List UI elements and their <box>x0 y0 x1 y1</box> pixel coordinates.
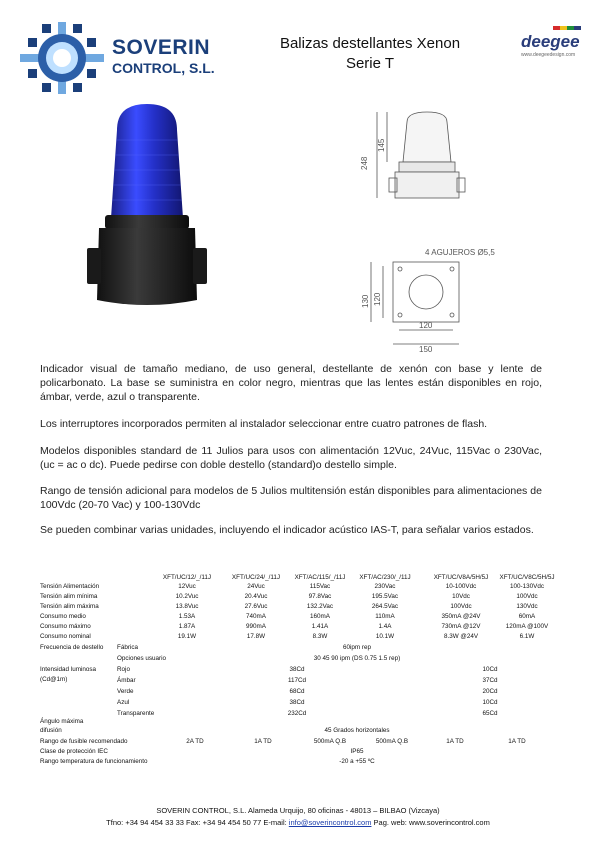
footer-email-link[interactable]: info@soverincontrol.com <box>288 818 372 827</box>
table-cell: 97.8Vac <box>308 593 332 600</box>
table-cell: 10Vdc <box>452 593 470 600</box>
table-cell: 350mA @24V <box>441 613 481 620</box>
color-label: Transparente <box>117 710 155 717</box>
table-cell: 30 45 90 ipm (DS 0.75 1.5 rep) <box>313 655 401 662</box>
partner-url: www.deegeedesign.com <box>521 52 576 58</box>
dim-height-total: 248 <box>360 156 369 170</box>
table-cell: 990mA <box>246 623 266 630</box>
table-cell: 65Cd <box>482 710 498 717</box>
combination-paragraph: Se pueden combinar varias unidades, incluyendo el indicador acústico IAS-T, para señalar varios estados. <box>40 524 534 536</box>
brand-name: SOVERIN <box>112 36 211 59</box>
table-cell: IP65 <box>350 748 364 755</box>
table-cell: 19.1W <box>177 633 197 640</box>
table-cell: 132.2Vac <box>306 603 334 610</box>
color-label: Rojo <box>117 666 130 673</box>
page-title <box>225 34 515 74</box>
title-line-2: Serie T <box>345 55 395 72</box>
row-label: Consumo máximo <box>40 623 91 630</box>
model-header: XFT/AC/230/_/11J <box>359 574 411 581</box>
table-cell: 500mA Q.B <box>375 738 409 745</box>
row-label-unit: (Cd@1m) <box>40 676 68 683</box>
technical-drawing <box>355 100 495 355</box>
table-cell: 2A TD <box>186 738 204 745</box>
table-cell: 6.1W <box>519 633 535 640</box>
color-label: Azul <box>117 699 130 706</box>
table-cell: 8.3W <box>312 633 328 640</box>
table-cell: 10Cd <box>482 666 498 673</box>
table-cell: 110mA <box>375 613 395 620</box>
color-label: Verde <box>117 688 134 695</box>
table-cell: 740mA <box>246 613 266 620</box>
table-cell: 20.4Vuc <box>244 593 268 600</box>
footer-web: Pag. web: www.soverincontrol.com <box>371 818 490 827</box>
table-cell: 100-130Vdc <box>510 583 544 590</box>
table-cell: 232Cd <box>287 710 307 717</box>
table-cell: 264.5Vac <box>371 603 399 610</box>
row-label: Ángulo máxima <box>40 718 84 725</box>
model-header: XFT/UC/24/_/11J <box>231 574 281 581</box>
table-cell: 12Vuc <box>178 583 196 590</box>
table-cell: 27.6Vuc <box>244 603 268 610</box>
table-cell: 13.8Vuc <box>175 603 199 610</box>
dim-base-inner: 120 <box>373 292 382 306</box>
footer-contact <box>0 818 596 827</box>
table-cell: 60ipm rep <box>342 644 372 651</box>
table-cell: 100Vdc <box>516 593 538 600</box>
table-cell: 38Cd <box>289 699 305 706</box>
table-cell: 38Cd <box>289 666 305 673</box>
table-cell: 1.41A <box>311 623 329 630</box>
row-sublabel: Opciones usuario <box>117 655 167 662</box>
table-cell: 160mA <box>310 613 330 620</box>
table-cell: 1.87A <box>178 623 196 630</box>
table-cell: 10.1W <box>375 633 395 640</box>
table-cell: 500mA Q.B <box>313 738 347 745</box>
table-cell: 117Cd <box>287 677 307 684</box>
row-label: Frecuencia de destello <box>40 644 104 651</box>
table-cell: 1A TD <box>254 738 272 745</box>
table-cell: 1.4A <box>378 623 392 630</box>
row-label: Tensión alim máxima <box>40 603 99 610</box>
model-header: XFT/UC/V8A/5H/5J <box>433 574 489 581</box>
table-cell: 1A TD <box>508 738 526 745</box>
table-cell: 37Cd <box>482 677 498 684</box>
switches-paragraph: Los interruptores incorporados permiten al instalador seleccionar entre cuatro patrones de flash. <box>40 418 488 430</box>
model-header: XFT/UC/12/_/11J <box>162 574 212 581</box>
table-cell: 68Cd <box>289 688 305 695</box>
table-cell: -20 a +55 ºC <box>339 758 375 765</box>
table-cell: 130Vdc <box>516 603 538 610</box>
footer-phones: Tfno: +34 94 454 33 33 Fax: +34 94 454 50 77 E-mail: <box>106 818 289 827</box>
brand-subtitle: CONTROL, S.L. <box>112 60 215 76</box>
description-paragraph: Indicador visual de tamaño mediano, de uso general, destellante de xenón con base y lente de policarbonato. La base se suministra en color negro, mientras que las lentes están disponibles en rojo, ámbar, verde, azul o transparente. <box>40 363 542 403</box>
title-line-1: Balizas destellantes Xenon <box>279 35 461 52</box>
table-cell: 17.8W <box>246 633 266 640</box>
partner-logo-text: deegee <box>521 32 580 51</box>
table-cell: 1A TD <box>446 738 464 745</box>
models-paragraph: Modelos disponibles standard de 11 Julios para usos con alimentación 12Vuc, 24Vuc, 115Vac o 230Vac, (uc = ac o dc). Puede pedirse con doble destello (standard)o destello simple. <box>40 445 542 471</box>
table-cell: 10Cd <box>482 699 498 706</box>
holes-label: 4 AGUJEROS Ø5,5 <box>425 248 495 257</box>
row-label: Rango de fusible recomendado <box>40 738 128 745</box>
dim-base-outer: 130 <box>361 294 370 308</box>
table-cell: 60mA <box>518 613 536 620</box>
color-label: Ámbar <box>117 677 136 684</box>
table-cell: 8.3W @24V <box>443 633 479 640</box>
row-label: Rango temperatura de funcionamiento <box>40 758 148 765</box>
table-cell: 1.53A <box>178 613 196 620</box>
dim-height-lens: 145 <box>377 138 386 152</box>
row-label: Consumo nominal <box>40 633 91 640</box>
table-cell: 120mA @100V <box>505 623 549 630</box>
row-label: Consumo medio <box>40 613 86 620</box>
voltage-range-paragraph: Rango de tensión adicional para modelos de 5 Julios multitensión están disponibles para alimentaciones de 100Vdc (20-70 Vac) y 100-130Vdc <box>40 485 542 511</box>
table-cell: 10.2Vuc <box>175 593 199 600</box>
table-cell: 230Vac <box>374 583 396 590</box>
table-cell: 20Cd <box>482 688 498 695</box>
row-label: Tensión alim mínima <box>40 593 98 600</box>
model-header: XFT/UC/V8C/5H/5J <box>499 574 555 581</box>
table-cell: 115Vac <box>309 583 331 590</box>
row-sublabel: Fábrica <box>117 644 138 651</box>
row-label: difusión <box>40 727 62 734</box>
table-cell: 100Vdc <box>450 603 472 610</box>
beacon-photo <box>85 100 210 315</box>
dim-width-outer: 150 <box>419 345 433 354</box>
dim-width-inner: 120 <box>419 321 433 330</box>
table-cell: 45 Grados horizontales <box>324 727 390 734</box>
row-label: Tensión Alimentación <box>40 583 100 590</box>
table-cell: 195.5Vac <box>371 593 399 600</box>
row-label: Intensidad luminosa <box>40 666 97 673</box>
table-cell: 730mA @12V <box>441 623 481 630</box>
footer-address: SOVERIN CONTROL, S.L. Alameda Urquijo, 80 oficinas - 48013 – BILBAO (Vizcaya) <box>156 806 440 815</box>
table-cell: 10-100Vdc <box>445 583 477 590</box>
model-header: XFT/AC/115/_/11J <box>294 574 346 581</box>
table-cell: 24Vuc <box>247 583 265 590</box>
row-label: Clase de protección IEC <box>40 748 108 755</box>
